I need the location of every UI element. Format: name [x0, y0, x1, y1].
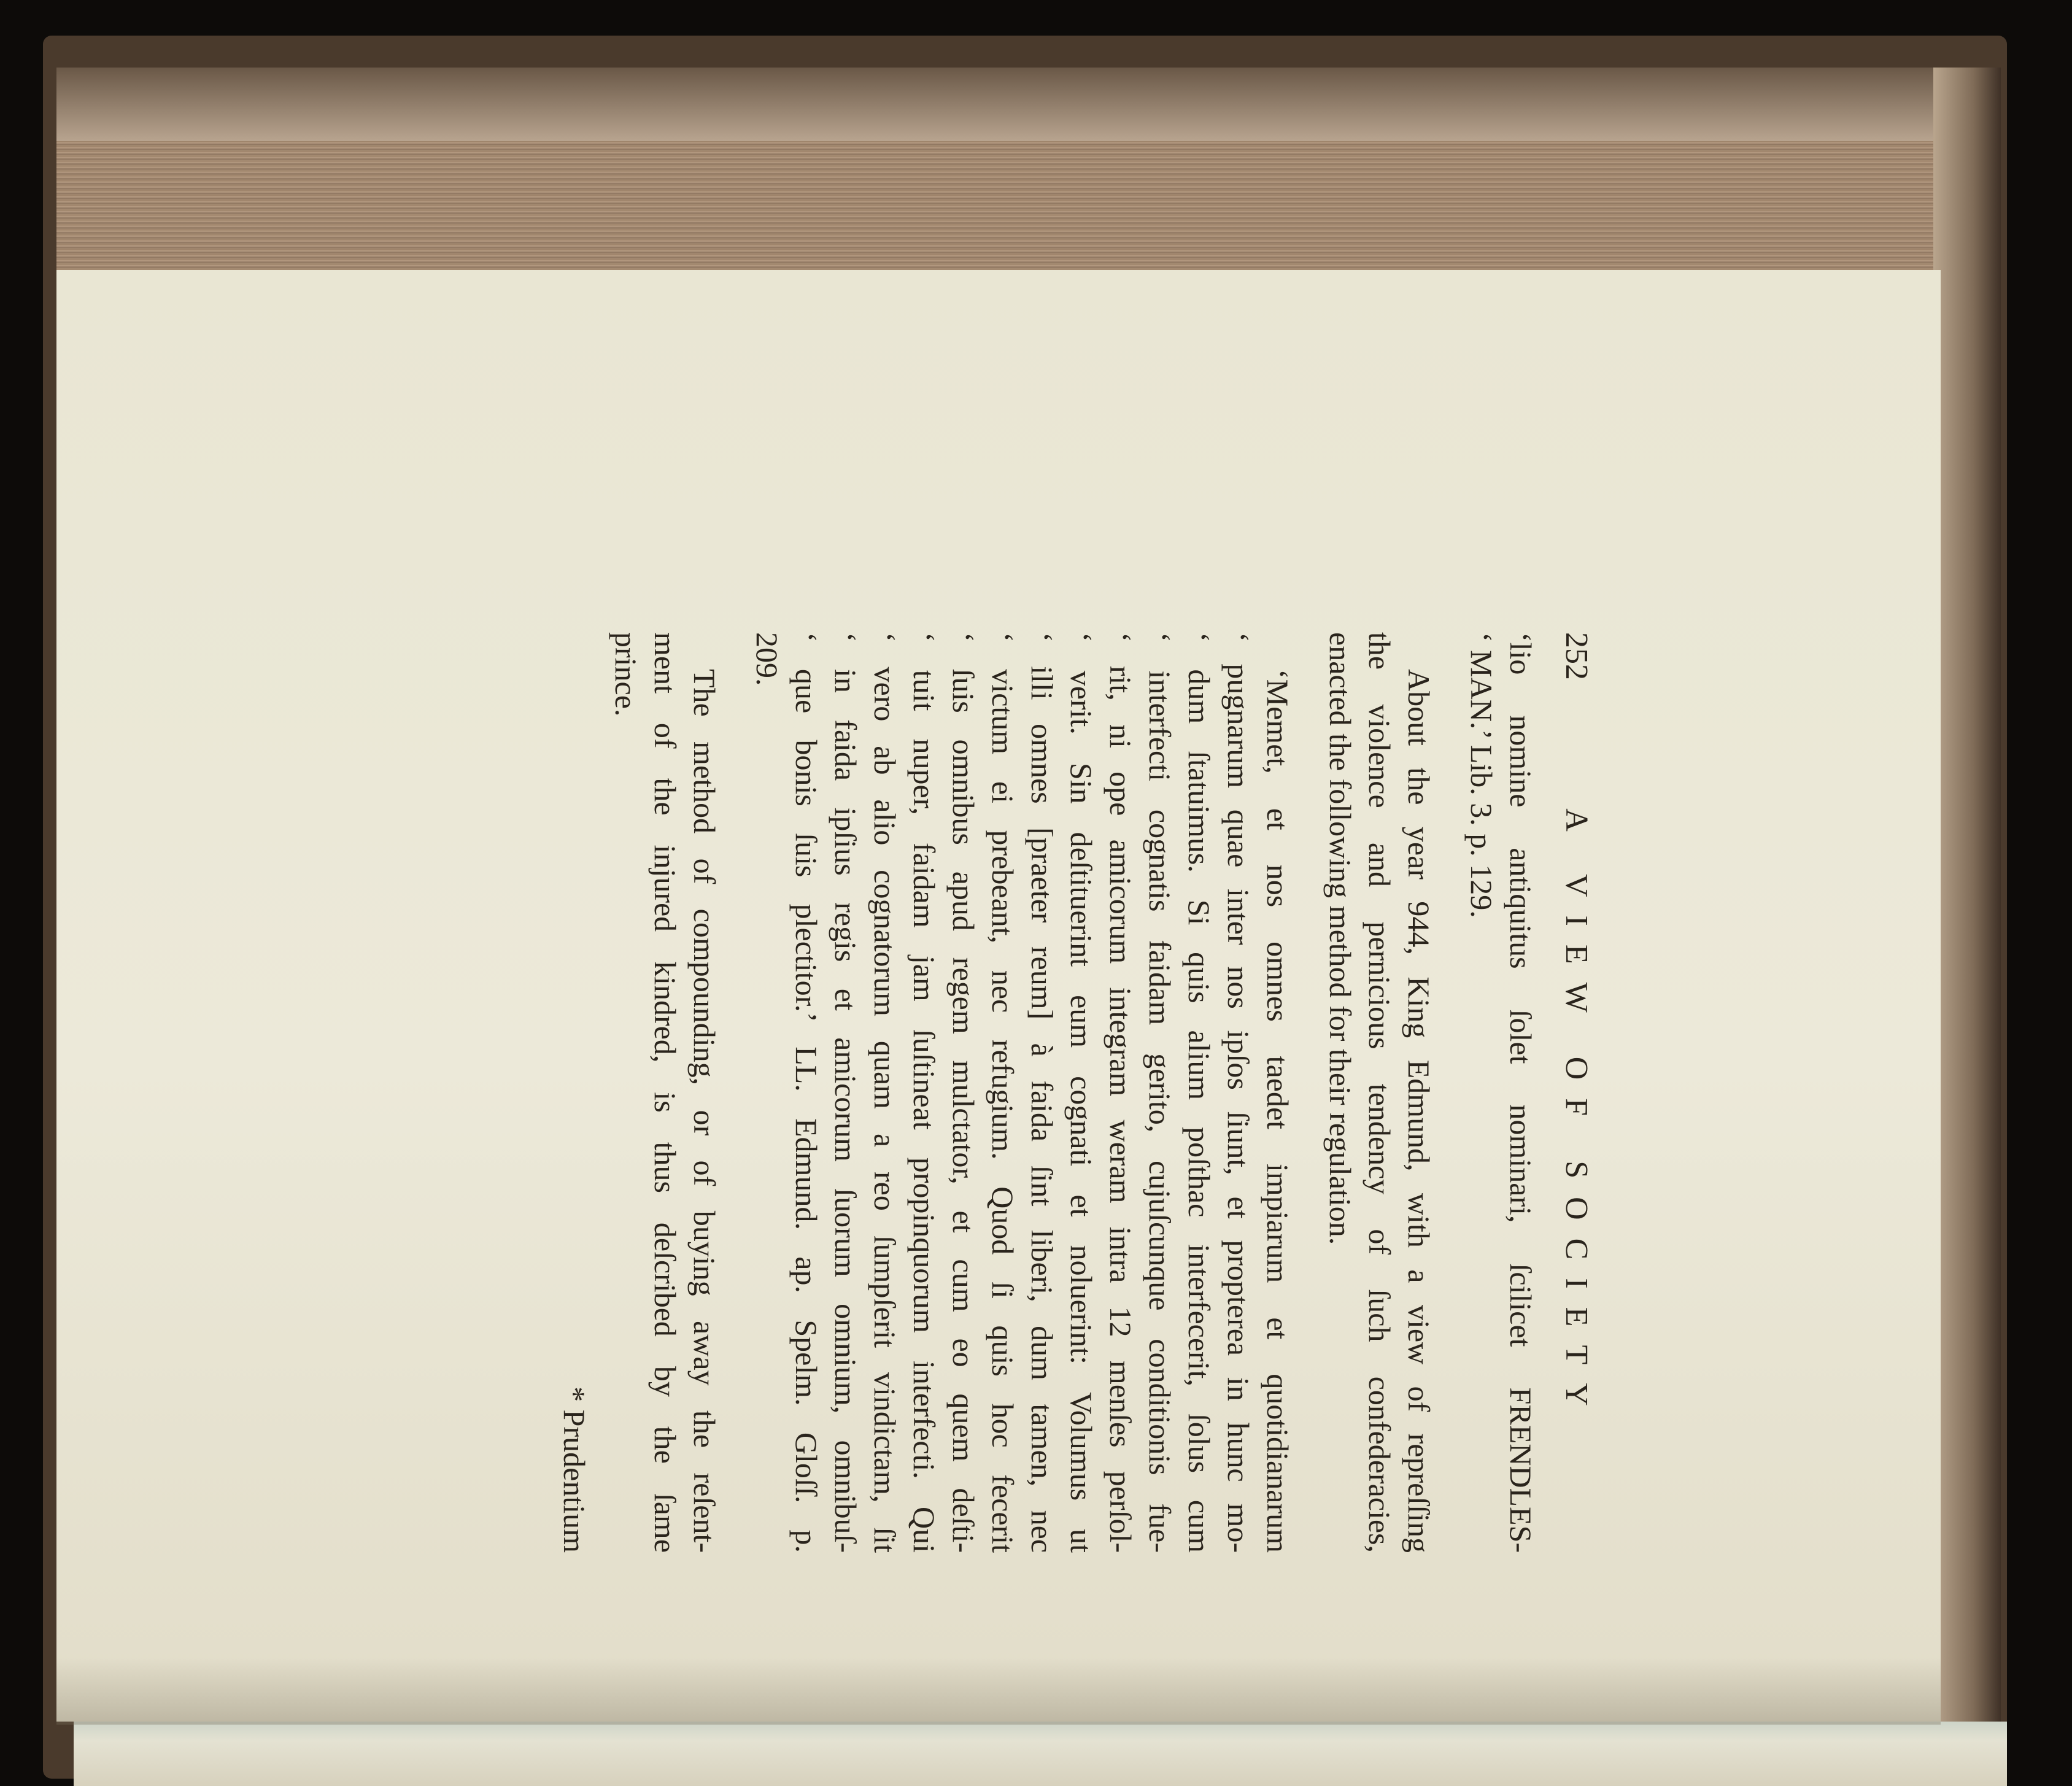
catchword: * Prudentium	[557, 1386, 592, 1553]
page-text	[503, 632, 1596, 1553]
text-line: ‘ dum ſtatuimus. Si quis alium poſthac interfecerit, ſolus cum	[1182, 632, 1216, 1553]
text-line: ‘ pugnarum quae inter nos ipſos ſiunt, et propterea in hunc mo-	[1221, 632, 1256, 1553]
text-line: 209.	[750, 632, 784, 686]
paragraph-gap	[1439, 632, 1462, 1553]
text-line: ‘Memet, et nos omnes taedet impiarum et quotidianarum	[1261, 669, 1295, 1553]
running-head	[1556, 632, 1596, 1553]
page-number: 252	[1559, 632, 1594, 680]
page-edge-shadow	[56, 68, 1990, 141]
paragraph-gap	[1297, 632, 1321, 1553]
text-line: ‘ vero ab alio cognatorum quam a reo ſumpſerit vindictam, ſit	[868, 632, 902, 1553]
text-line: The method of compounding, or of buying away the reſent-	[687, 669, 722, 1553]
facing-page-edge	[74, 1722, 2007, 1786]
rotated-text-block	[0, 632, 1594, 1553]
paragraph-gap	[724, 632, 748, 1553]
text-line: enacted the following method for their regulation.	[1323, 632, 1358, 1245]
text-line: ‘ que bonis ſuis plectitor.’ LL. Edmund. ap. Spelm. Gloſſ. p.	[789, 632, 824, 1553]
text-line: ‘ rit, ni ope amicorum integram weram intra 12 menſes perſol-	[1104, 632, 1138, 1553]
text-line: ‘ interfecti cognatis faidam gerito, cujuſcunque conditionis fue-	[1143, 632, 1177, 1553]
text-line: About the year 944, King Edmund, with a view of repreſſing	[1402, 669, 1436, 1553]
text-line: ‘ in faida ipſius regis et amicorum ſuorum omnium, omnibuſ-	[829, 632, 863, 1553]
text-line: ‘ verit. Sin deſtituerint eum cognati et noluerint: Volumus ut	[1064, 632, 1099, 1553]
text-line: ‘lio nomine antiquitus ſolet nominari, ſcilicet FRENDLES-	[1504, 632, 1538, 1553]
text-line: ‘ victum ei prebeant, nec refugium. Quod ſi quis hoc fecerit	[986, 632, 1020, 1553]
page-edges	[56, 68, 1990, 276]
text-line: prince.	[609, 632, 643, 717]
book-spine-edge	[1933, 68, 2001, 1725]
text-line: the violence and pernicious tendency of ſuch confederacies,	[1363, 632, 1397, 1553]
text-line: ‘ MAN.’ Lib. 3. p. 129.	[1464, 632, 1499, 918]
text-line: ‘ tuit nuper, faidam jam ſuſtineat propinquorum interfecti. Qui	[907, 632, 941, 1553]
text-line: ment of the injured kindred, is thus deſcribed by the ſame	[648, 632, 682, 1553]
text-line: ‘ illi omnes [praeter reum] à faida ſint liberi, dum tamen, nec	[1025, 632, 1059, 1553]
gutter-shadow	[56, 1657, 1941, 1725]
running-title: A VIEW OF SOCIETY	[1559, 808, 1594, 1425]
text-line: ‘ ſuis omnibus apud regem mulctator, et cum eo quem deſti-	[946, 632, 981, 1553]
